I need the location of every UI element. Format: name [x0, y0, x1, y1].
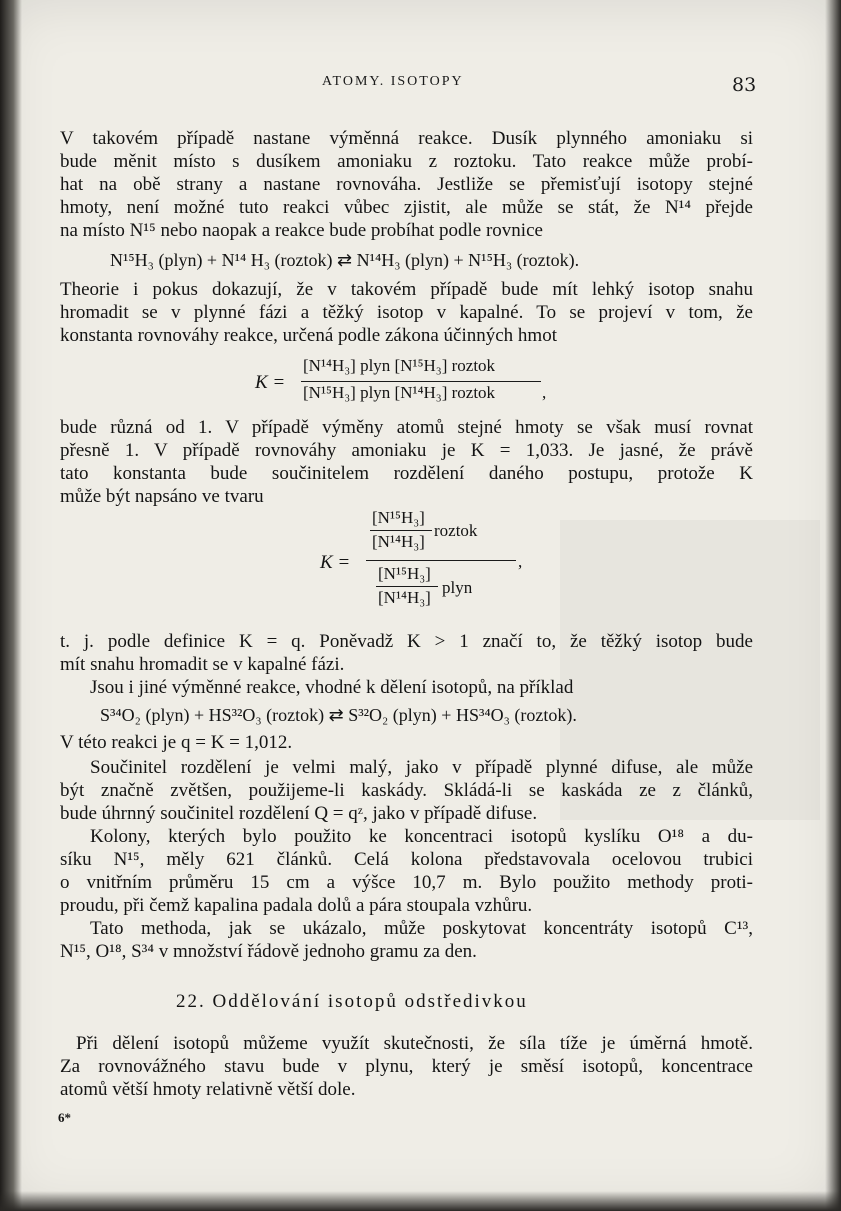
text-line: hmoty, není možné tuto reakci vůbec zjistit, ale může se stát, že N¹⁴ přejde: [60, 197, 753, 218]
text-line: bude měnit místo s dusíkem amoniaku z roztoku. Tato reakce může probí-: [60, 151, 753, 172]
fraction-denominator: [N¹⁵H₃] plyn [N¹⁴H₃] roztok: [303, 383, 496, 402]
page-number: 83: [732, 74, 757, 96]
reaction-equation-ammonia: N¹⁵H₃ (plyn) + N¹⁴ H₃ (roztok) ⇄ N¹⁴H₃ (plyn) + N¹⁵H₃ (roztok).: [110, 250, 580, 270]
lower-denominator: [N¹⁴H₃]: [378, 588, 431, 607]
text-line: hat na obě strany a nastane rovnováha. Jestliže se přemisťují isotopy stejné: [60, 174, 753, 195]
upper-fraction-bar: [370, 530, 432, 531]
text-line: bude úhrnný součinitel rozdělení Q = qᶻ, jako v případě difuse.: [60, 803, 538, 824]
fraction-bar: [301, 381, 541, 382]
upper-numerator: [N¹⁵H₃]: [372, 508, 425, 527]
main-fraction-bar: [366, 560, 516, 561]
text-line: Součinitel rozdělení je velmi malý, jako v případě plynné difuse, ale může: [90, 757, 753, 778]
text-line: Za rovnovážného stavu bude v plynu, který je směsí isotopů, koncentrace: [60, 1056, 753, 1077]
text-line: Kolony, kterých bylo použito ke koncentraci isotopů kyslíku O¹⁸ a du-: [90, 826, 753, 847]
upper-label: roztok: [434, 521, 478, 540]
page-right-edge: [825, 0, 841, 1211]
fraction-trail: ,: [542, 383, 547, 402]
section-heading: 22. Oddělování isotopů odstředivkou: [176, 991, 528, 1012]
text-line: proudu, při čemž kapalina padala dolů a pára stoupala vzhůru.: [60, 895, 533, 916]
fraction-trail: ,: [518, 552, 523, 571]
fraction-lhs: K =: [255, 372, 286, 393]
partition-coefficient-fraction: [320, 508, 530, 616]
text-line: Tato methoda, jak se ukázalo, může poskytovat koncentráty isotopů C¹³,: [90, 918, 753, 939]
text-line: Při dělení isotopů můžeme využít skutečnosti, že síla tíže je úměrná hmotě.: [76, 1033, 753, 1054]
upper-denominator: [N¹⁴H₃]: [372, 532, 425, 551]
text-line: mít snahu hromadit se v kapalné fázi.: [60, 654, 345, 675]
fraction-numerator: [N¹⁴H₃] plyn [N¹⁵H₃] roztok: [303, 356, 496, 375]
running-title: ATOMY. ISOTOPY: [322, 74, 464, 89]
text-line: V takovém případě nastane výměnná reakce. Dusík plynného amoniaku si: [60, 128, 753, 149]
lower-fraction-bar: [376, 586, 438, 587]
text-line: Jsou i jiné výměnné reakce, vhodné k dělení isotopů, na příklad: [90, 677, 574, 698]
reaction-equation-sulfur: S³⁴O₂ (plyn) + HS³²O₃ (roztok) ⇄ S³²O₂ (plyn) + HS³⁴O₃ (roztok).: [100, 705, 577, 725]
text-line: bude různá od 1. V případě výměny atomů stejné hmoty se však musí rovnat: [60, 417, 753, 438]
text-line: hromadit se v plynné fázi a těžký isotop v kapalné. To se projeví v tom, že: [60, 302, 753, 323]
text-line: tato konstanta bude součinitelem rozdělení daného postupu, protože K: [60, 463, 753, 484]
text-line: o vnitřním průměru 15 cm a výšce 10,7 m. Bylo použito methody proti-: [60, 872, 753, 893]
text-line: N¹⁵, O¹⁸, S³⁴ v množství řádově jednoho gramu za den.: [60, 941, 477, 962]
page-left-edge: [0, 0, 22, 1211]
fraction-lhs: K =: [320, 552, 351, 573]
text-line: Theorie i pokus dokazují, že v takovém případě bude mít lehký isotop snahu: [60, 279, 753, 300]
text-line: t. j. podle definice K = q. Poněvadž K > 1 značí to, že těžký isotop bude: [60, 631, 753, 652]
text-line: být značně zvětšen, použijeme-li kaskády. Skládá-li se kaskáda ze z článků,: [60, 780, 753, 801]
text-line: může být napsáno ve tvaru: [60, 486, 264, 507]
lower-label: plyn: [442, 578, 473, 597]
page-bottom-edge: [0, 1191, 841, 1211]
text-line: síku N¹⁵, měly 621 článků. Celá kolona představovala ocelovou trubici: [60, 849, 753, 870]
text-line: V této reakci je q = K = 1,012.: [60, 732, 293, 753]
lower-numerator: [N¹⁵H₃]: [378, 564, 431, 583]
equilibrium-constant-fraction: [255, 356, 555, 412]
text-line: atomů větší hmoty relativně větší dole.: [60, 1079, 356, 1100]
text-line: přesně 1. V případě rovnováhy amoniaku je K = 1,033. Je jasné, že právě: [60, 440, 753, 461]
text-line: konstanta rovnováhy reakce, určená podle zákona účinných hmot: [60, 325, 557, 346]
text-line: na místo N¹⁵ nebo naopak a reakce bude probíhat podle rovnice: [60, 220, 543, 241]
signature-mark: 6*: [58, 1110, 71, 1125]
